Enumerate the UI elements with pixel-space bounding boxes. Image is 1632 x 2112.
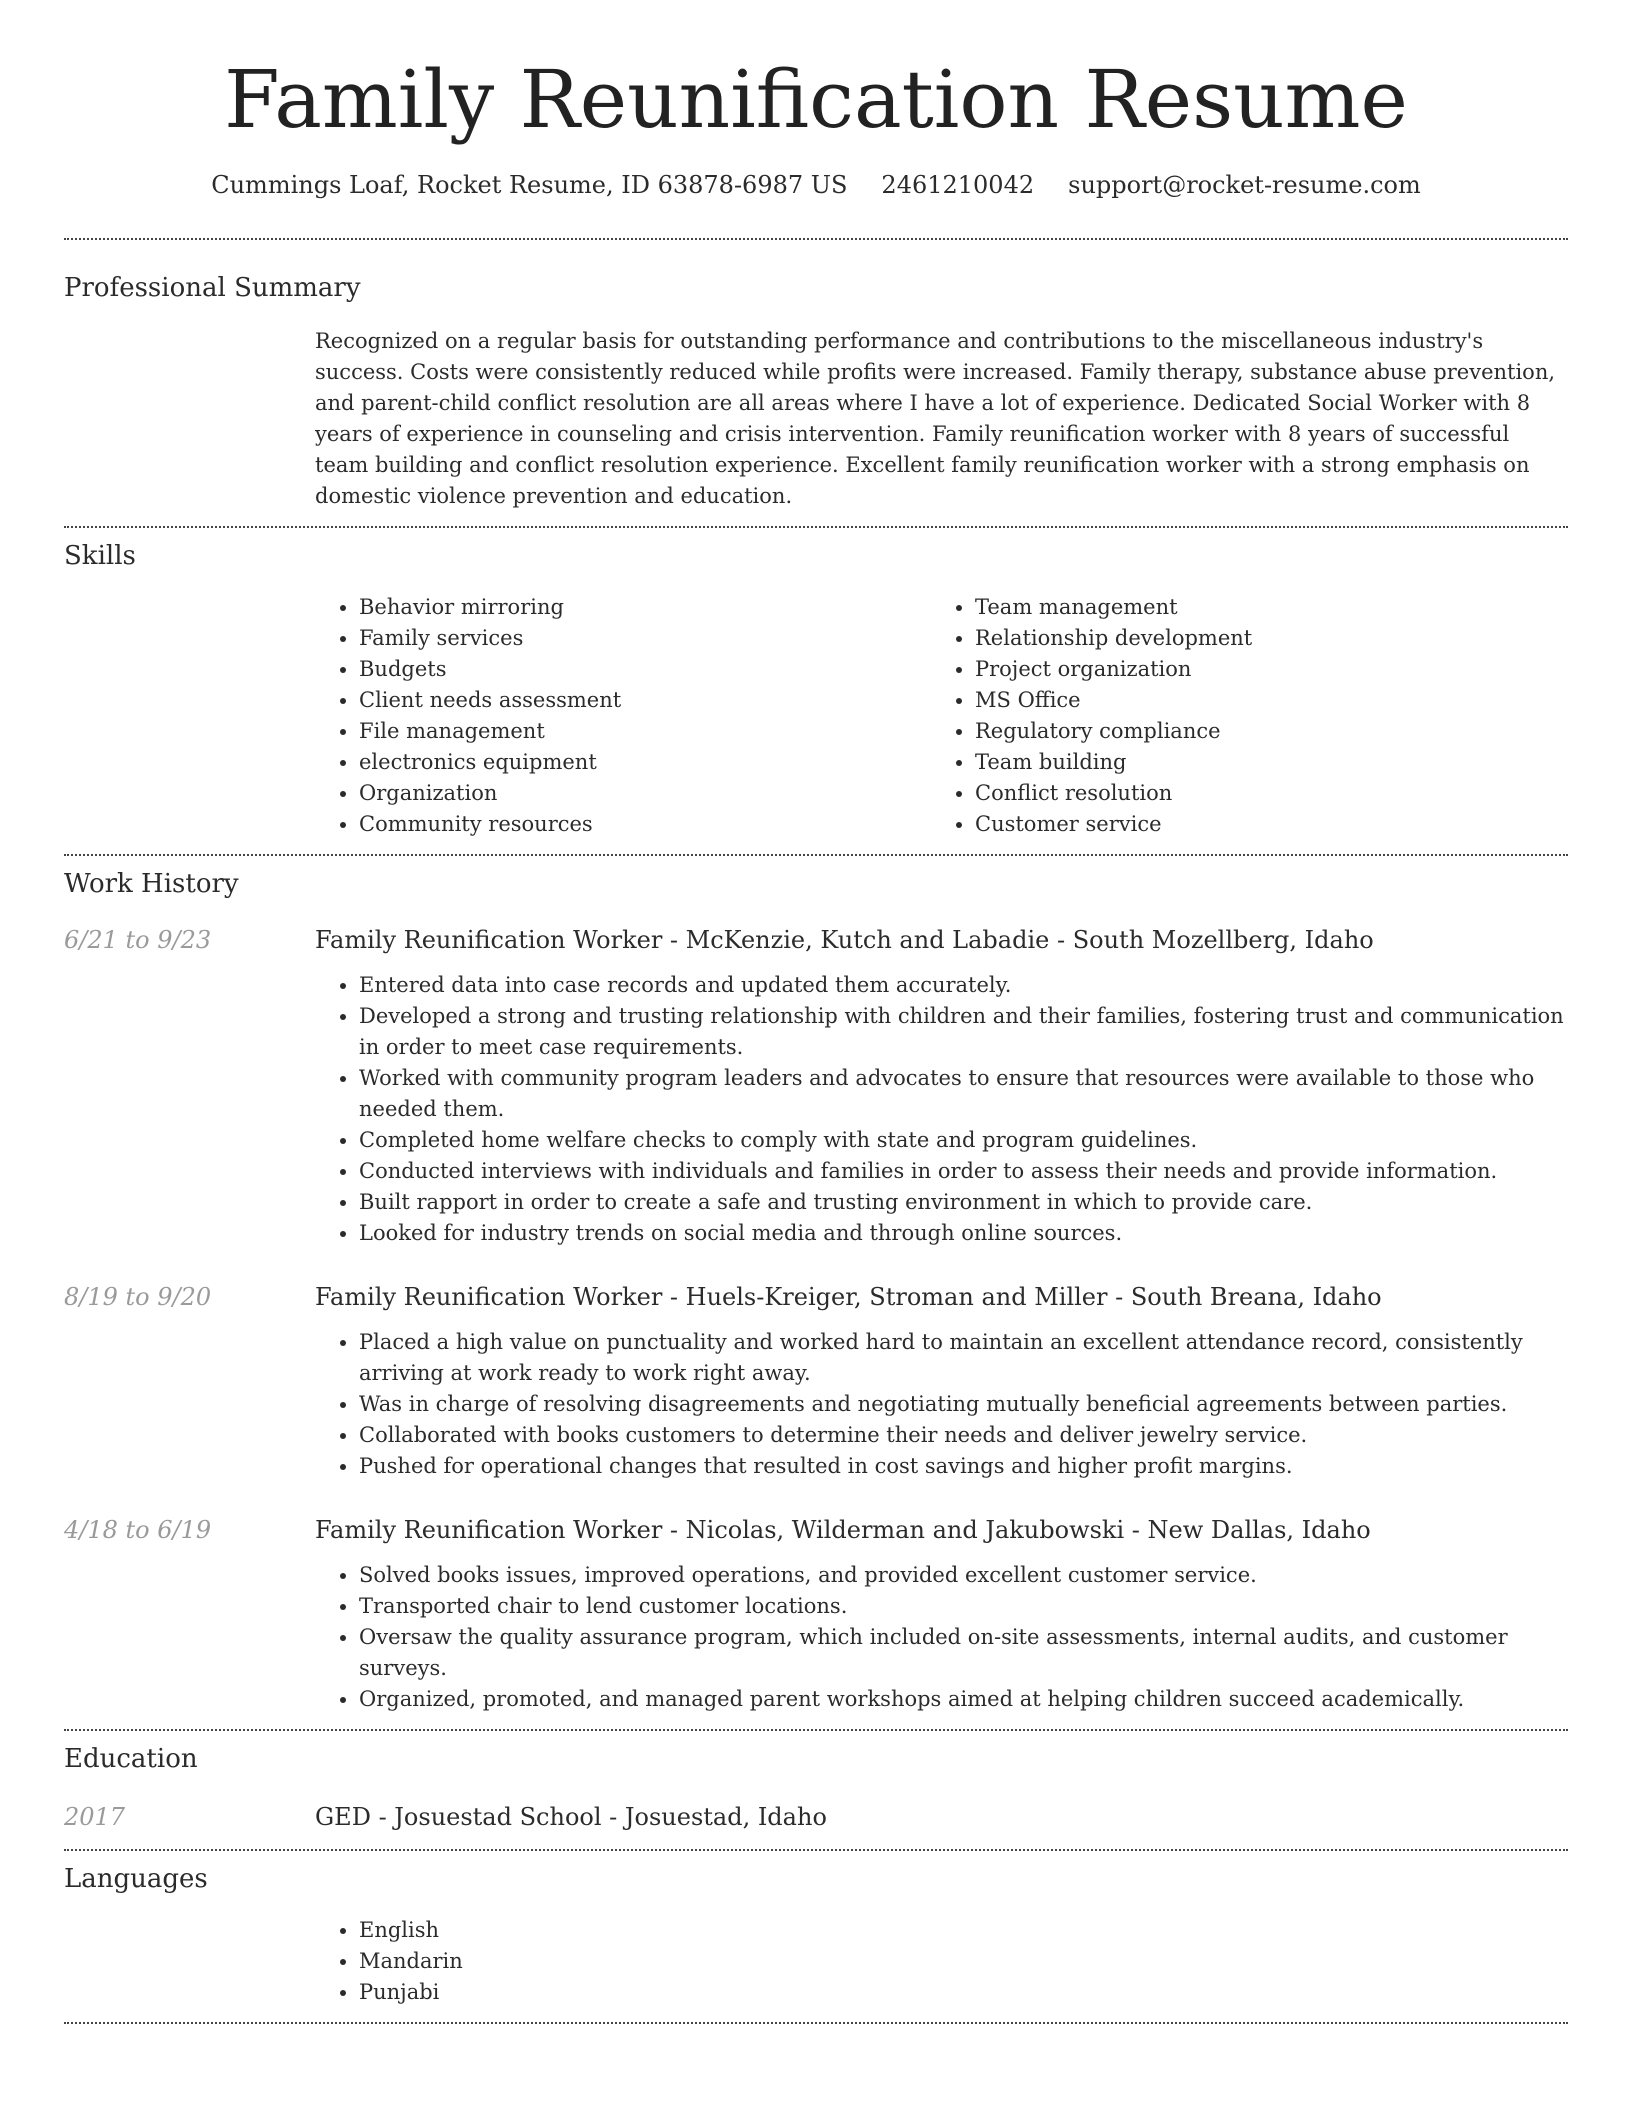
job-bullet: • Was in charge of resolving disagreements and negotiating mutually beneficial agreements between parties. bbox=[359, 1389, 1568, 1420]
skill-item: • Team building bbox=[975, 747, 1547, 778]
resume-name: Family Reunification Resume bbox=[224, 53, 1408, 146]
job-bullets bbox=[315, 1560, 1568, 1715]
contact-phone: 2461210042 bbox=[881, 171, 1035, 199]
section-divider bbox=[64, 2022, 1568, 2024]
skills-section bbox=[64, 528, 1568, 854]
education-entry bbox=[64, 1799, 1568, 1835]
skills-list-right bbox=[931, 592, 1547, 840]
skill-item: • Project organization bbox=[975, 654, 1547, 685]
summary-text: Recognized on a regular basis for outstanding performance and contributions to the miscellaneous industry's success. Costs were consistently reduced while profits were increased. Family therapy, substance abuse prevention, and parent-child conflict resolution are all areas where I have a lot of experience. Dedicated Social Worker with 8 years of experience in counseling and crisis intervention. Family reunification worker with 8 years of successful team building and conflict resolution experience. Excellent family reunification worker with a strong emphasis on domestic violence prevention and education. bbox=[315, 329, 1556, 508]
summary-heading: Professional Summary bbox=[64, 273, 361, 303]
skill-item: • electronics equipment bbox=[359, 747, 931, 778]
job-bullet: • Looked for industry trends on social media and through online sources. bbox=[359, 1218, 1568, 1249]
languages-section bbox=[64, 1851, 1568, 2022]
education-section bbox=[64, 1731, 1568, 1849]
job-title: Family Reunification Worker - McKenzie, Kutch and Labadie - South Mozellberg, Idaho bbox=[315, 926, 1374, 954]
job-title: Family Reunification Worker - Nicolas, Wilderman and Jakubowski - New Dallas, Idaho bbox=[315, 1516, 1371, 1544]
work-heading: Work History bbox=[64, 869, 239, 899]
skill-item: • Behavior mirroring bbox=[359, 592, 931, 623]
job-bullet: • Worked with community program leaders and advocates to ensure that resources were available to those who needed them. bbox=[359, 1063, 1568, 1125]
skill-item: • File management bbox=[359, 716, 931, 747]
skill-item: • Organization bbox=[359, 778, 931, 809]
job-bullet: • Collaborated with books customers to determine their needs and deliver jewelry service. bbox=[359, 1420, 1568, 1451]
job-bullet: • Oversaw the quality assurance program, which included on-site assessments, internal audits, and customer surveys. bbox=[359, 1622, 1568, 1684]
job-dates: 4/18 to 6/19 bbox=[64, 1516, 212, 1544]
job-bullet: • Built rapport in order to create a safe and trusting environment in which to provide care. bbox=[359, 1187, 1568, 1218]
education-heading: Education bbox=[64, 1744, 198, 1774]
job-bullet: • Entered data into case records and updated them accurately. bbox=[359, 970, 1568, 1001]
job-bullet: • Pushed for operational changes that resulted in cost savings and higher profit margins. bbox=[359, 1451, 1568, 1482]
job-entry bbox=[64, 1279, 1568, 1482]
job-bullets bbox=[315, 970, 1568, 1249]
education-title: GED - Josuestad School - Josuestad, Idaho bbox=[315, 1803, 827, 1831]
languages-list bbox=[315, 1915, 1568, 2008]
skill-item: • Regulatory compliance bbox=[975, 716, 1547, 747]
language-item: • Punjabi bbox=[359, 1977, 1568, 2008]
job-bullet: • Solved books issues, improved operations, and provided excellent customer service. bbox=[359, 1560, 1568, 1591]
job-bullets bbox=[315, 1327, 1568, 1482]
job-bullet: • Developed a strong and trusting relationship with children and their families, fostering trust and communication in order to meet case requirements. bbox=[359, 1001, 1568, 1063]
skill-item: • Customer service bbox=[975, 809, 1547, 840]
education-year: 2017 bbox=[64, 1803, 126, 1831]
language-item: • English bbox=[359, 1915, 1568, 1946]
job-bullet: • Placed a high value on punctuality and worked hard to maintain an excellent attendance record, consistently arriving at work ready to work right away. bbox=[359, 1327, 1568, 1389]
summary-section bbox=[64, 240, 1568, 526]
skill-item: • MS Office bbox=[975, 685, 1547, 716]
job-entry bbox=[64, 1512, 1568, 1715]
job-bullet: • Organized, promoted, and managed parent workshops aimed at helping children succeed academically. bbox=[359, 1684, 1568, 1715]
job-dates: 8/19 to 9/20 bbox=[64, 1283, 212, 1311]
job-bullet: • Completed home welfare checks to comply with state and program guidelines. bbox=[359, 1125, 1568, 1156]
job-title: Family Reunification Worker - Huels-Kreiger, Stroman and Miller - South Breana, Idaho bbox=[315, 1283, 1382, 1311]
skill-item: • Family services bbox=[359, 623, 931, 654]
job-bullet: • Transported chair to lend customer locations. bbox=[359, 1591, 1568, 1622]
resume-header bbox=[64, 0, 1568, 202]
contact-address: Cummings Loaf, Rocket Resume, ID 63878-6987 US bbox=[211, 171, 848, 199]
skill-item: • Client needs assessment bbox=[359, 685, 931, 716]
skill-item: • Conflict resolution bbox=[975, 778, 1547, 809]
skill-item: • Team management bbox=[975, 592, 1547, 623]
skill-item: • Relationship development bbox=[975, 623, 1547, 654]
job-bullet: • Conducted interviews with individuals and families in order to assess their needs and provide information. bbox=[359, 1156, 1568, 1187]
job-dates: 6/21 to 9/23 bbox=[64, 926, 212, 954]
skills-list-left bbox=[315, 592, 931, 840]
skill-item: • Community resources bbox=[359, 809, 931, 840]
contact-line bbox=[64, 168, 1568, 202]
job-entry bbox=[64, 922, 1568, 1249]
skill-item: • Budgets bbox=[359, 654, 931, 685]
contact-email: support@rocket-resume.com bbox=[1068, 171, 1421, 199]
languages-heading: Languages bbox=[64, 1864, 208, 1894]
skills-grid bbox=[315, 592, 1568, 840]
language-item: • Mandarin bbox=[359, 1946, 1568, 1977]
work-section bbox=[64, 856, 1568, 1729]
skills-heading: Skills bbox=[64, 541, 136, 571]
